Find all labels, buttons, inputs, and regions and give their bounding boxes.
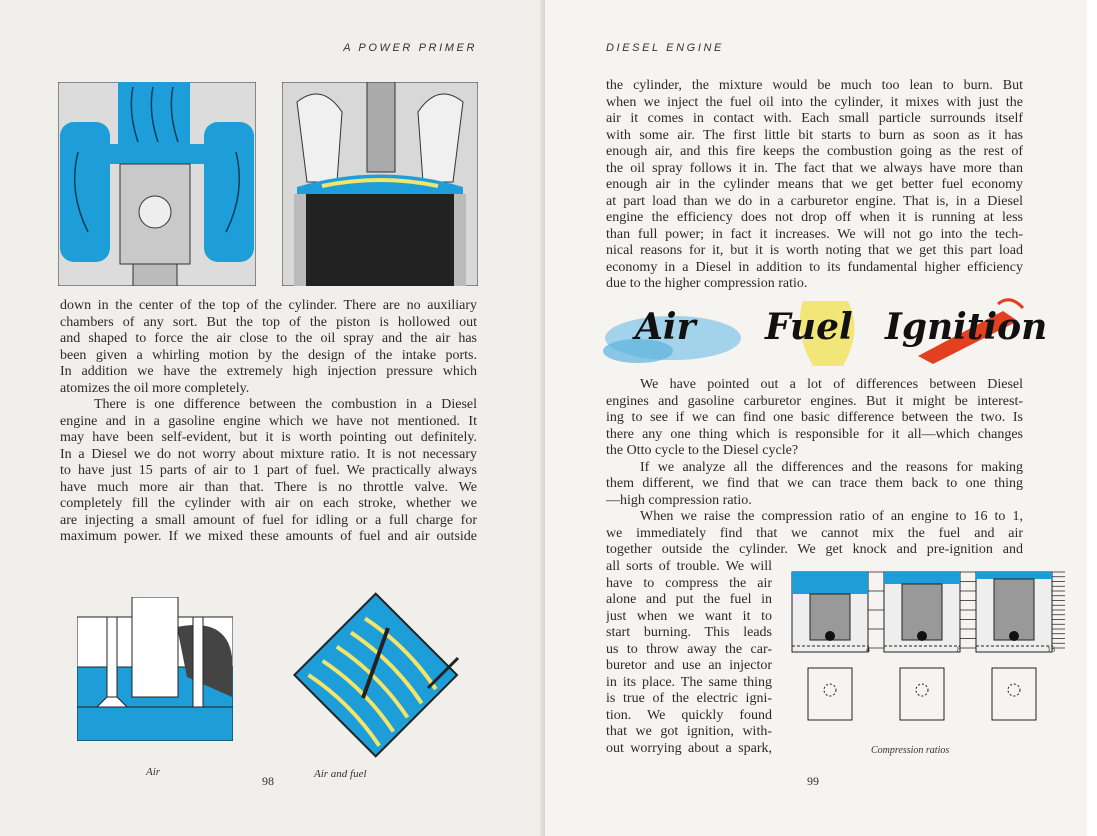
- piston-pin-4: [825, 631, 835, 641]
- text-line: been given a whirling motion by the design of the intake ports.: [60, 347, 477, 363]
- air-intake-diagram: [58, 82, 256, 286]
- text-line: enough air in the cylinder means that we get better fuel economy: [606, 177, 1023, 192]
- text-line: the Otto cycle to the Diesel cycle?: [606, 443, 799, 458]
- crank-4: [808, 668, 852, 720]
- text-line: nical reasons for it, but it is worth noting that we get this part load: [606, 243, 1023, 258]
- paragraph: [606, 460, 1023, 510]
- left-page: [0, 0, 545, 836]
- caption-compression-ratios: Compression ratios: [871, 745, 950, 756]
- text-line: atomizes the oil more completely.: [60, 380, 250, 396]
- text-line: down in the center of the top of the cylinder. There are no auxiliary: [60, 298, 477, 313]
- text-line: maximum power. If we mixed these amounts of fuel and air outside: [60, 529, 477, 544]
- paragraph: [60, 298, 477, 397]
- text-line: the oil spray follows it in. The fact that we always have more than: [606, 160, 1023, 176]
- crank-16: [992, 668, 1036, 720]
- caption-air: Air: [146, 766, 161, 778]
- running-head: DIESEL ENGINE: [606, 42, 724, 54]
- paragraph: [606, 559, 772, 757]
- text-line: at part load than we do in a carburetor engine. That is, in a Diesel: [606, 193, 1023, 209]
- compressed-air-4: [792, 572, 868, 594]
- text-line: have much more air than that. There is no throttle valve. We: [60, 479, 477, 495]
- text-line: than full power; in fact it increases. We will not go into the tech-: [606, 226, 1023, 242]
- injector-combustion-diagram: [282, 82, 478, 286]
- banner-air: Air: [635, 306, 696, 348]
- page-number: 99: [807, 774, 819, 788]
- text-line: due to the higher compression ratio.: [606, 276, 808, 291]
- air-cylinder-diagram: [77, 597, 233, 741]
- page-edge: [1087, 0, 1097, 836]
- running-head: A POWER PRIMER: [343, 42, 477, 54]
- right-page: [545, 0, 1097, 836]
- text-line: —high compression ratio.: [606, 492, 752, 508]
- piston-pin-16: [1009, 631, 1019, 641]
- text-line: us to throw away the car-: [606, 641, 772, 657]
- text-line: when we inject the fuel oil into the cylinder, it mixes with just the: [606, 94, 1023, 110]
- text-line: out worrying about a spark,: [606, 740, 772, 756]
- text-line: In a Diesel we do not worry about mixture ratio. It is not necessary: [60, 446, 477, 462]
- text-line: alone and put the fuel in: [606, 592, 772, 607]
- text-line: completely fill the cylinder with air on each stroke, whether we: [60, 496, 477, 511]
- banner-ignition: Ignition: [885, 306, 1048, 348]
- compressed-air-16: [976, 572, 1052, 579]
- text-line: all sorts of trouble. We will: [606, 559, 772, 574]
- paragraph: [606, 78, 1023, 293]
- text-line: chambers of any sort. But the top of the piston is hollowed out: [60, 314, 477, 330]
- text-line: we immediately find that we cannot mix the fuel and air: [606, 525, 1023, 541]
- text-line: tion. We quickly found: [606, 707, 772, 723]
- page-number: 98: [262, 774, 274, 788]
- text-line: have to compress the air: [606, 575, 772, 591]
- banner-fuel: Fuel: [765, 306, 853, 348]
- text-line: together outside the cylinder. We get knock and pre-ignition and: [606, 542, 1023, 557]
- text-line: There is one difference between the combustion in a Diesel: [94, 397, 477, 412]
- caption-air-and-fuel: Air and fuel: [314, 768, 367, 780]
- text-line: In addition we have the extremely high injection pressure which: [60, 364, 477, 379]
- text-line: engine the efficiency does not drop off when it is running at less: [606, 210, 1023, 225]
- compression-ratios-diagram: [785, 568, 1065, 748]
- text-line: the cylinder, the mixture would be much too lean to burn. But: [606, 78, 1023, 93]
- ratio-label-16: 16: [1047, 645, 1055, 654]
- text-line: is true of the electric igni-: [606, 691, 772, 706]
- body-text-left: [60, 298, 477, 546]
- text-line: there any one thing which is responsible for it all—which changes: [606, 426, 1023, 442]
- compressed-air-8: [884, 572, 960, 584]
- text-line: We have pointed out a lot of differences between Diesel: [640, 377, 1023, 392]
- crank-8: [900, 668, 944, 720]
- text-line: them different, we find that we can trace them back to one thing: [606, 476, 1023, 491]
- air-fuel-cylinder-diagram: [288, 588, 463, 763]
- text-line: are injecting a small amount of fuel for idling or a full charge for: [60, 512, 477, 528]
- text-line: to have just 15 parts of air to 1 part of fuel. We practically always: [60, 463, 477, 478]
- piston-pin-8: [917, 631, 927, 641]
- text-line: in its place. The same thing: [606, 674, 772, 690]
- text-line: air it comes in contact with. Each small particle surrounds itself: [606, 111, 1023, 126]
- text-line: start burning. This leads: [606, 625, 772, 640]
- text-line: engine and in a gasoline engine which we have not mentioned. It: [60, 413, 477, 429]
- body-text-right-top: [606, 78, 1023, 293]
- text-line: with some air. The first little bit starts to burn as soon as it has: [606, 127, 1023, 143]
- text-line: and shaped to force the air close to the oil spray and the air has: [60, 331, 477, 346]
- text-line: ing to see if we can find one basic difference between the two. Is: [606, 410, 1023, 425]
- text-line: buretor and use an injector: [606, 658, 772, 673]
- paragraph: [606, 509, 1023, 559]
- text-line: just when we want it to: [606, 608, 772, 624]
- text-line: If we analyze all the differences and the reasons for making: [640, 459, 1023, 475]
- body-text-right-column: [606, 559, 772, 757]
- text-line: that we got ignition, with-: [606, 724, 772, 739]
- ratio-label-8: 8: [957, 645, 961, 654]
- ratio-label-4: 4: [866, 645, 870, 654]
- text-line: enough air, and this fire keeps the combustion going as the rest of: [606, 144, 1023, 159]
- text-line: When we raise the compression ratio of an engine to 16 to 1,: [640, 509, 1023, 524]
- text-line: engines and gasoline carburetor engines. But it might be interest-: [606, 393, 1023, 409]
- piston-16: [994, 579, 1034, 640]
- text-line: economy in a Diesel in addition to its fundamental higher efficiency: [606, 259, 1023, 275]
- paragraph: [60, 397, 477, 546]
- body-text-right-middle: [606, 377, 1023, 559]
- text-line: may have been self-evident, but it is worth pointing out definitely.: [60, 430, 477, 445]
- paragraph: [606, 377, 1023, 460]
